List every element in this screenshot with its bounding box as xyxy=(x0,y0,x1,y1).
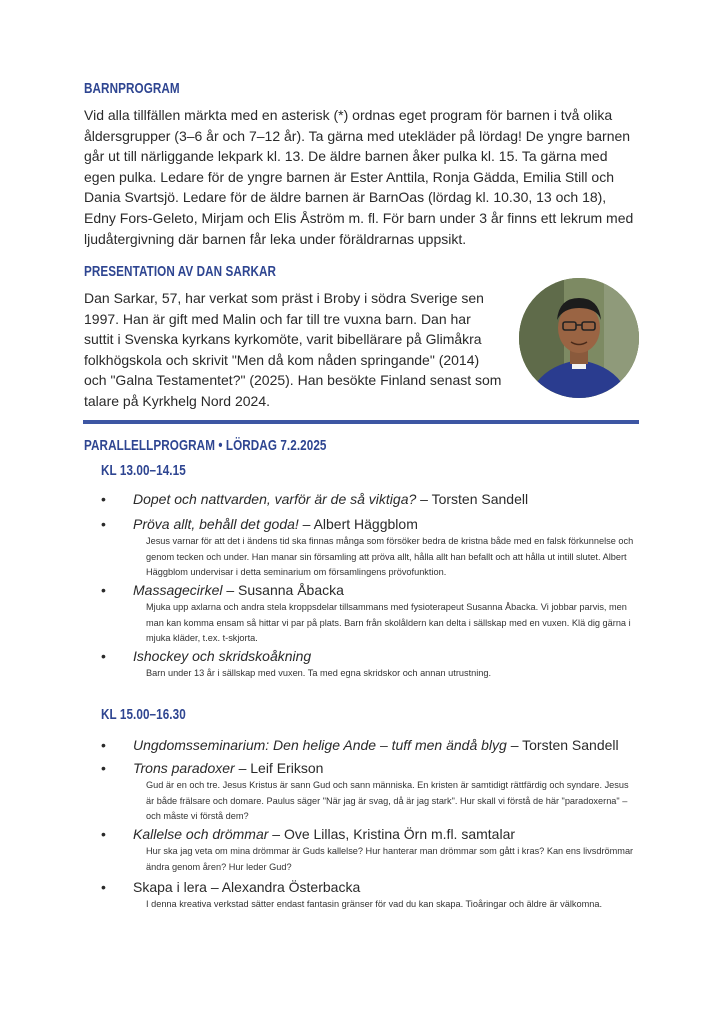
bullet: • xyxy=(101,760,106,776)
item-speaker: – Susanna Åbacka xyxy=(222,582,344,598)
item-speaker: – Leif Erikson xyxy=(234,760,324,776)
item-speaker: – Albert Häggblom xyxy=(298,516,418,532)
item-description: Jesus varnar för att det i ändens tid ska finnas många som försöker bedra de kristna både med en falsk förkunnelse och genom tecken och under. Han manar sin församling att pröva allt, hålla allt han befallt och att hålla ut intill slutet. Albert Häggblom undervisar i detta seminarium om församlingens prövofunktion. xyxy=(146,536,634,578)
item-speaker: – Ove Lillas, Kristina Örn m.fl. samtalar xyxy=(268,826,516,842)
item-speaker: – Torsten Sandell xyxy=(506,737,619,753)
bullet: • xyxy=(101,879,106,895)
item-description: Hur ska jag veta om mina drömmar är Guds kallelse? Hur hanterar man drömmar som gått i kras? Kan ens livsdrömmar ändra genom åren? Hur leder Gud? xyxy=(146,846,634,872)
item-title: Kallelse och drömmar xyxy=(133,826,269,842)
item-title: Massagecirkel xyxy=(133,582,223,598)
bullet: • xyxy=(101,491,106,507)
bullet: • xyxy=(101,826,106,842)
barnprogram-text: Vid alla tillfällen märkta med en asterisk (*) ordnas eget program för barnen i två olika åldersgrupper (3–6 år och 7–12 år). Ta gärna med utekläder på lördag! De yngre barnen går ut till närliggande lekpark kl. 13. De äldre barnen åker pulka kl. 15. Ta gärna med egen pulka. Ledare för de yngre barnen är Ester Anttila, Ronja Gädda, Emilia Still och Dania Svartsjö. Ledare för de äldre barnen är BarnOas (lördag kl. 10.30, 13 och 18), Edny Fors-Geleto, Mirjam och Elis Åström m. fl. För barn under 3 år finns ett lekrum med ljudåtergivning där barnen får leka under föräldrarnas uppsikt. xyxy=(84,107,634,247)
item-title: Pröva allt, behåll det goda! xyxy=(133,516,299,532)
item-speaker: – Torsten Sandell xyxy=(416,491,529,507)
bullet: • xyxy=(101,582,106,598)
slot1-time: KL 13.00–14.15 xyxy=(101,462,186,479)
bullet: • xyxy=(101,737,106,753)
item-title: Dopet och nattvarden, varför är de så viktiga? xyxy=(133,491,417,507)
item-description: Barn under 13 år i sällskap med vuxen. Ta med egna skridskor och annan utrustning. xyxy=(146,668,492,678)
item-speaker: Skapa i lera – Alexandra Österbacka xyxy=(133,879,361,895)
presentation-heading: PRESENTATION AV DAN SARKAR xyxy=(84,263,277,280)
item-title: Ishockey och skridskoåkning xyxy=(133,648,312,664)
bullet: • xyxy=(101,648,106,664)
item-description: Mjuka upp axlarna och andra stela kroppsdelar tillsammans med fysioterapeut Susanna Åbacka. Vi jobbar parvis, men man kan komma ensam så hittar vi par på plats. Barn från skolåldern kan delta i sällskap med en vuxen. Klä dig gärna i mjuka kläder, t.ex. t-skjorta. xyxy=(146,602,631,644)
barnprogram-heading: BARNPROGRAM xyxy=(84,80,180,97)
section-divider xyxy=(83,420,639,424)
item-description: Gud är en och tre. Jesus Kristus är sann Gud och sann människa. En kristen är samtidigt rättfärdig och syndare. Jesus är både frälsare och domare. Paulus säger "När jag är svag, då är jag stark". Hur skall vi förstå de här "paradoxerna" – och måste vi förstå dem? xyxy=(146,780,629,822)
parallel-heading: PARALLELLPROGRAM • LÖRDAG 7.2.2025 xyxy=(84,437,327,454)
presentation-text: Dan Sarkar, 57, har verkat som präst i Broby i södra Sverige sen 1997. Han är gift med Malin och far till tre vuxna barn. Dan har suttit i Svenska kyrkans kyrkomöte, varit bibellärare på Glimåkra folkhögskola och skrivit "Men då kom nåden springande" (2014) och "Galna Testamentet?" (2025). Han besökte Finland senast som talare på Kyrkhelg Nord 2024. xyxy=(84,290,502,409)
item-title: Ungdomsseminarium: Den helige Ande – tuff men ändå blyg xyxy=(133,737,507,753)
bullet: • xyxy=(101,516,106,532)
item-title: Trons paradoxer xyxy=(133,760,235,776)
portrait-photo xyxy=(519,278,639,398)
item-description: I denna kreativa verkstad sätter endast fantasin gränser för vad du kan skapa. Tioåringar och äldre är välkomna. xyxy=(146,899,603,909)
slot2-time: KL 15.00–16.30 xyxy=(101,706,186,723)
